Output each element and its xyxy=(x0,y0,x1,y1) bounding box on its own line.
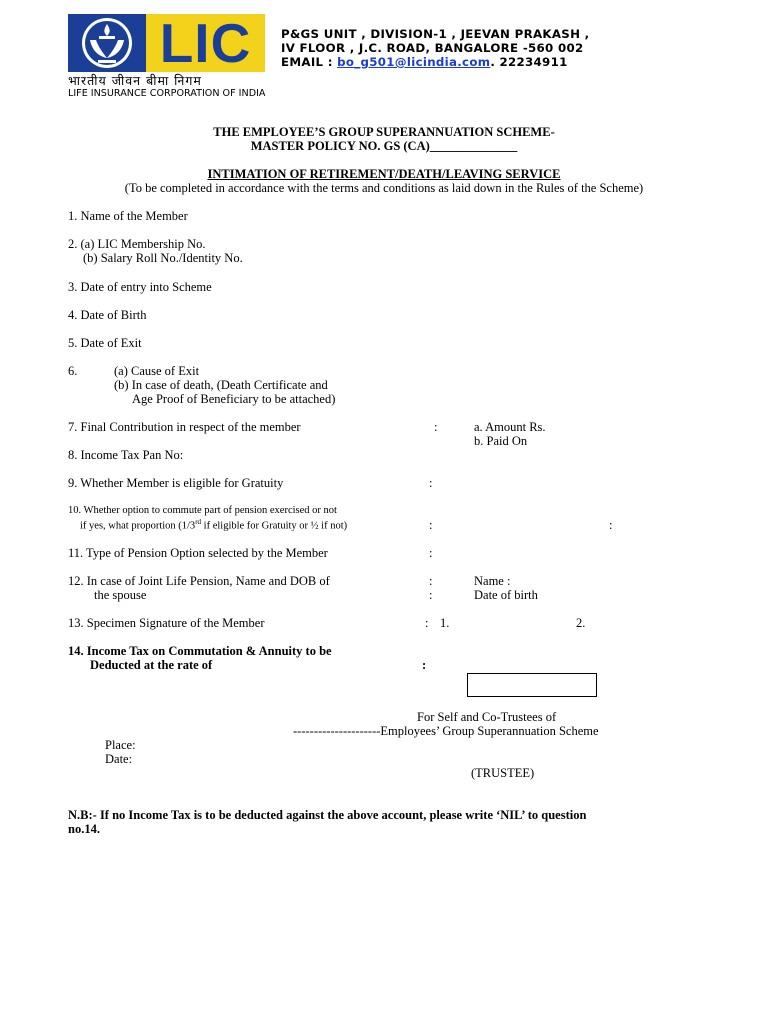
date-label: Date: xyxy=(105,752,133,766)
note-line-2: no.14. xyxy=(68,822,100,836)
field-10-colon: : xyxy=(429,518,433,532)
field-7-colon: : xyxy=(434,420,438,434)
field-10-proportion xyxy=(80,518,347,532)
field-10-proportion-text: if yes, what proportion (1/3 xyxy=(80,520,196,532)
field-10-colon-2: : xyxy=(609,518,613,532)
field-7a-amount: a. Amount Rs. xyxy=(474,420,546,434)
field-6a-cause-of-exit: (a) Cause of Exit xyxy=(114,364,200,378)
field-12-spouse-dob: Date of birth xyxy=(474,588,538,602)
tax-rate-input-box[interactable] xyxy=(467,673,597,697)
field-12-spouse-name: Name : xyxy=(474,574,511,588)
scheme-title: THE EMPLOYEE’S GROUP SUPERANNUATION SCHEME- xyxy=(213,125,555,139)
field-13-colon: : xyxy=(425,616,429,630)
field-7-final-contribution: 7. Final Contribution in respect of the member xyxy=(68,420,301,434)
field-9-colon: : xyxy=(429,476,433,490)
field-6b-death-certificate: (b) In case of death, (Death Certificate and xyxy=(114,378,328,392)
field-8-income-tax-pan: 8. Income Tax Pan No: xyxy=(68,448,184,462)
field-6b-age-proof: Age Proof of Beneficiary to be attached) xyxy=(132,392,336,406)
lic-wordmark: LIC xyxy=(159,12,252,74)
trustees-line-2: ---------------------Employees’ Group Superannuation Scheme xyxy=(293,724,599,738)
field-12-colon: : xyxy=(429,574,433,588)
field-13-signature-2: 2. xyxy=(576,616,586,630)
field-13-specimen-signature: 13. Specimen Signature of the Member xyxy=(68,616,265,630)
trustees-line-1: For Self and Co-Trustees of xyxy=(417,710,557,724)
email-line xyxy=(281,55,568,69)
field-10-commute-option: 10. Whether option to commute part of pension exercised or not xyxy=(68,505,337,516)
field-3-date-of-entry: 3. Date of entry into Scheme xyxy=(68,280,212,294)
lic-wordmark-box xyxy=(146,14,265,72)
field-5-date-of-exit: 5. Date of Exit xyxy=(68,336,142,350)
form-subheading: (To be completed in accordance with the terms and conditions as laid down in the Rules of the Scheme) xyxy=(124,181,644,195)
place-label: Place: xyxy=(105,738,136,752)
field-13-signature-1: 1. xyxy=(440,616,450,630)
logo-corporation-name: LIFE INSURANCE CORPORATION OF INDIA xyxy=(68,88,266,99)
master-policy-line: MASTER POLICY NO. GS (CA)______________ xyxy=(250,139,518,153)
email-label: EMAIL : xyxy=(281,55,338,69)
field-12-spouse: the spouse xyxy=(94,588,147,602)
field-7b-paid-on: b. Paid On xyxy=(474,434,528,448)
field-10-superscript: rd xyxy=(195,518,202,526)
field-2b-salary-roll-no: (b) Salary Roll No./Identity No. xyxy=(83,251,243,265)
lic-emblem-icon xyxy=(68,14,146,72)
field-1-name-of-member: 1. Name of the Member xyxy=(68,209,188,223)
phone-number: . 22234911 xyxy=(490,55,568,69)
field-12-joint-life-pension: 12. In case of Joint Life Pension, Name and DOB of xyxy=(68,574,330,588)
field-10-proportion-text-end: if eligible for Gratuity or ½ if not) xyxy=(201,520,348,532)
field-2a-lic-membership-no: 2. (a) LIC Membership No. xyxy=(68,237,206,251)
trustee-signature-label: (TRUSTEE) xyxy=(471,766,535,780)
field-12-colon-2: : xyxy=(429,588,433,602)
field-11-colon: : xyxy=(429,546,433,560)
field-11-pension-option: 11. Type of Pension Option selected by the Member xyxy=(68,546,328,560)
field-6-number: 6. xyxy=(68,364,78,378)
field-14-colon: : xyxy=(422,658,427,672)
form-heading: INTIMATION OF RETIREMENT/DEATH/LEAVING SERVICE xyxy=(207,167,561,181)
logo-hindi-name: भारतीय जीवन बीमा निगम xyxy=(68,73,202,88)
address-line-1: P&GS UNIT , DIVISION-1 , JEEVAN PRAKASH , xyxy=(281,27,590,41)
lic-logo xyxy=(68,14,265,100)
note-line-1: N.B:- If no Income Tax is to be deducted against the above account, please write ‘NIL’ to question xyxy=(68,808,587,822)
field-14-deduction-rate: Deducted at the rate of xyxy=(90,658,213,672)
email-link[interactable]: bo_g501@licindia.com xyxy=(337,55,491,69)
address-line-2: IV FLOOR , J.C. ROAD, BANGALORE -560 002 xyxy=(281,41,584,55)
field-4-date-of-birth: 4. Date of Birth xyxy=(68,308,147,322)
field-14-income-tax: 14. Income Tax on Commutation & Annuity to be xyxy=(68,644,332,658)
field-9-gratuity-eligibility: 9. Whether Member is eligible for Gratuity xyxy=(68,476,284,490)
